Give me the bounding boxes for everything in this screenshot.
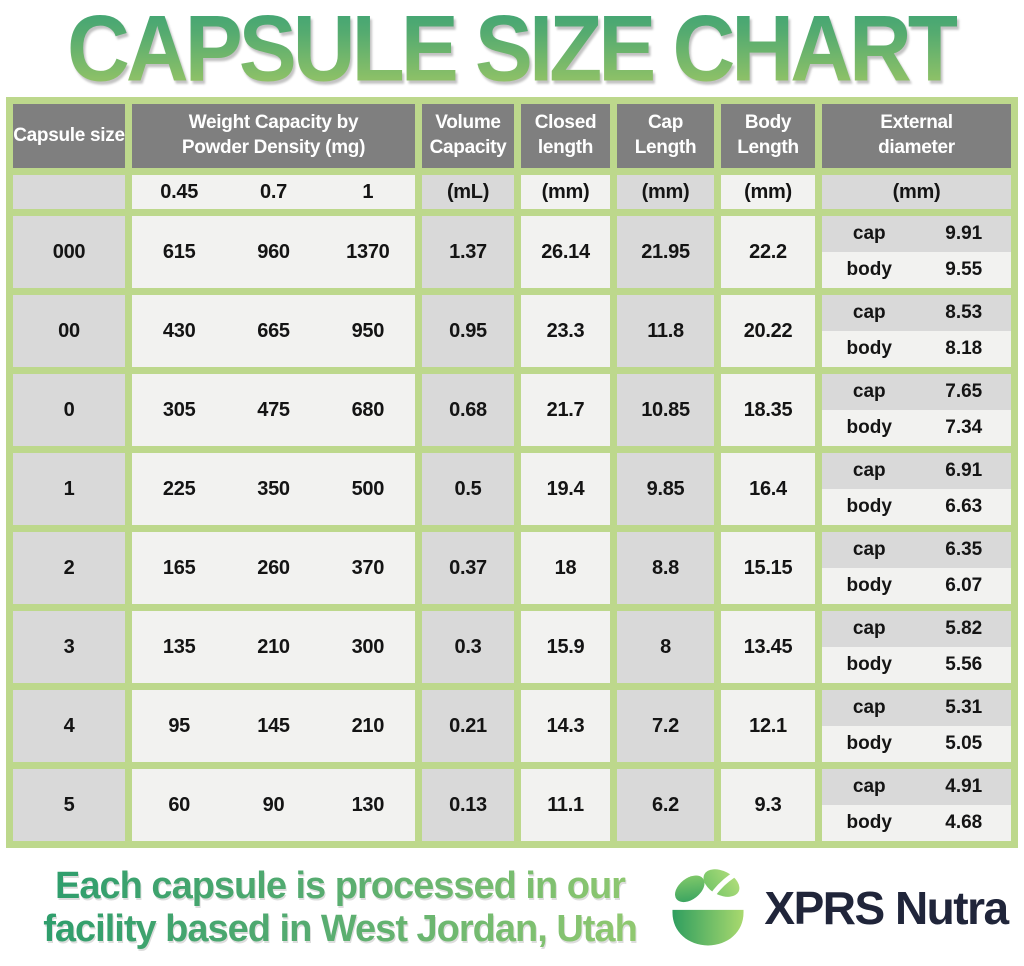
ext-cap-value: 6.35 — [945, 539, 983, 560]
row-00-body-length: 20.22 — [721, 295, 815, 367]
cell-weight-045: 305 — [162, 398, 196, 421]
external-body-row — [822, 410, 1011, 446]
row-3-weights — [132, 611, 415, 683]
ext-body-value: 9.55 — [945, 259, 983, 280]
header-weight-capacity-label: Weight Capacity by Powder Density (mg) — [181, 112, 366, 158]
row-00-size: 00 — [13, 295, 125, 367]
cell-weight-07: 210 — [257, 635, 290, 658]
external-body-row — [822, 331, 1011, 367]
ext-cap-label: cap — [852, 223, 886, 244]
external-cap-row — [822, 690, 1011, 726]
ext-body-label: body — [846, 338, 892, 359]
row-0-external-diameter — [822, 374, 1011, 446]
ext-body-label: body — [846, 733, 892, 754]
row-4-body-length: 12.1 — [721, 690, 815, 762]
row-1-weights — [132, 453, 415, 525]
cell-weight-045: 135 — [162, 635, 196, 658]
ext-body-label: body — [846, 259, 892, 280]
row-5-cap-length: 6.2 — [617, 769, 714, 841]
header-external-diameter-label: External diameter — [878, 112, 955, 158]
cell-weight-1: 500 — [351, 477, 385, 500]
page-header — [0, 0, 1024, 101]
cell-weight-1: 210 — [351, 714, 385, 737]
unit-cap-length: (mm) — [617, 175, 714, 209]
row-0-weights — [132, 374, 415, 446]
row-00-volume: 0.95 — [422, 295, 514, 367]
row-00-weights — [132, 295, 415, 367]
cell-weight-045: 430 — [162, 319, 196, 342]
row-2-volume: 0.37 — [422, 532, 514, 604]
facility-tagline — [22, 865, 658, 951]
row-000-volume: 1.37 — [422, 216, 514, 288]
row-000-external-diameter — [822, 216, 1011, 288]
header-volume-capacity-label: Volume Capacity — [429, 112, 507, 158]
external-cap-row — [822, 216, 1011, 252]
cell-weight-07: 350 — [257, 477, 290, 500]
unit-density-07: 0.7 — [260, 180, 287, 203]
row-5-weights — [132, 769, 415, 841]
header-body-length-label: Body Length — [737, 112, 799, 158]
cell-weight-1: 370 — [351, 556, 385, 579]
row-1-body-length: 16.4 — [721, 453, 815, 525]
footer — [0, 854, 1024, 962]
external-cap-row — [822, 374, 1011, 410]
unit-density-045: 0.45 — [160, 180, 199, 203]
ext-cap-value: 8.53 — [945, 302, 983, 323]
ext-body-value: 6.63 — [945, 496, 983, 517]
row-1-cap-length: 9.85 — [617, 453, 714, 525]
units-capsule-size-empty — [13, 175, 125, 209]
cell-weight-1: 1370 — [346, 240, 390, 263]
row-4-volume: 0.21 — [422, 690, 514, 762]
ext-body-label: body — [846, 575, 892, 596]
row-4-closed-length: 14.3 — [521, 690, 610, 762]
row-2-weights — [132, 532, 415, 604]
row-2-cap-length: 8.8 — [617, 532, 714, 604]
cell-weight-045: 615 — [162, 240, 196, 263]
cell-weight-07: 665 — [257, 319, 290, 342]
header-cap-length — [617, 104, 714, 168]
row-0-closed-length: 21.7 — [521, 374, 610, 446]
external-body-row — [822, 489, 1011, 525]
ext-cap-value: 9.91 — [945, 223, 983, 244]
row-0-cap-length: 10.85 — [617, 374, 714, 446]
ext-body-value: 6.07 — [945, 575, 983, 596]
tagline-line-2: facility based in West Jordan, Utah — [43, 908, 637, 950]
header-weight-capacity — [132, 104, 415, 168]
ext-cap-value: 5.31 — [945, 697, 983, 718]
row-4-cap-length: 7.2 — [617, 690, 714, 762]
brand-name: XPRS Nutra — [764, 882, 1008, 934]
ext-body-label: body — [846, 654, 892, 675]
ext-cap-label: cap — [852, 381, 886, 402]
row-00-closed-length: 23.3 — [521, 295, 610, 367]
row-00-external-diameter — [822, 295, 1011, 367]
row-2-size: 2 — [13, 532, 125, 604]
cell-weight-1: 680 — [351, 398, 385, 421]
row-5-external-diameter — [822, 769, 1011, 841]
external-body-row — [822, 726, 1011, 762]
row-5-size: 5 — [13, 769, 125, 841]
ext-cap-label: cap — [852, 776, 886, 797]
ext-cap-label: cap — [852, 697, 886, 718]
ext-cap-label: cap — [852, 618, 886, 639]
ext-body-value: 5.56 — [945, 654, 983, 675]
ext-body-label: body — [846, 417, 892, 438]
row-3-closed-length: 15.9 — [521, 611, 610, 683]
external-cap-row — [822, 532, 1011, 568]
row-5-body-length: 9.3 — [721, 769, 815, 841]
row-0-size: 0 — [13, 374, 125, 446]
row-1-closed-length: 19.4 — [521, 453, 610, 525]
page-title: CAPSULE SIZE CHART — [67, 0, 957, 102]
row-0-body-length: 18.35 — [721, 374, 815, 446]
external-body-row — [822, 647, 1011, 683]
ext-body-label: body — [846, 496, 892, 517]
row-3-volume: 0.3 — [422, 611, 514, 683]
row-3-external-diameter — [822, 611, 1011, 683]
cell-weight-1: 300 — [351, 635, 385, 658]
ext-cap-value: 7.65 — [945, 381, 983, 402]
cell-weight-07: 145 — [257, 714, 290, 737]
row-000-size: 000 — [13, 216, 125, 288]
cell-weight-07: 475 — [257, 398, 290, 421]
ext-body-value: 8.18 — [945, 338, 983, 359]
external-cap-row — [822, 453, 1011, 489]
cell-weight-045: 60 — [168, 793, 190, 816]
ext-body-value: 4.68 — [945, 812, 983, 833]
ext-cap-label: cap — [852, 539, 886, 560]
header-capsule-size-label: Capsule size — [13, 124, 125, 146]
ext-cap-label: cap — [852, 460, 886, 481]
ext-cap-label: cap — [852, 302, 886, 323]
external-cap-row — [822, 769, 1011, 805]
external-body-row — [822, 805, 1011, 841]
external-cap-row — [822, 295, 1011, 331]
row-1-external-diameter — [822, 453, 1011, 525]
header-cap-length-label: Cap Length — [634, 112, 697, 158]
header-body-length — [721, 104, 815, 168]
row-5-volume: 0.13 — [422, 769, 514, 841]
unit-closed-length: (mm) — [521, 175, 610, 209]
ext-cap-value: 5.82 — [945, 618, 983, 639]
ext-body-value: 5.05 — [945, 733, 983, 754]
row-4-external-diameter — [822, 690, 1011, 762]
cell-weight-07: 960 — [257, 240, 290, 263]
header-closed-length-label: Closed length — [534, 112, 597, 158]
unit-volume: (mL) — [422, 175, 514, 209]
row-1-size: 1 — [13, 453, 125, 525]
row-3-body-length: 13.45 — [721, 611, 815, 683]
header-volume-capacity — [422, 104, 514, 168]
ext-cap-value: 4.91 — [945, 776, 983, 797]
row-0-volume: 0.68 — [422, 374, 514, 446]
unit-density-1: 1 — [362, 180, 374, 203]
row-000-weights — [132, 216, 415, 288]
row-4-size: 4 — [13, 690, 125, 762]
cell-weight-045: 225 — [162, 477, 196, 500]
header-capsule-size — [13, 104, 125, 168]
unit-external-diameter: (mm) — [822, 175, 1011, 209]
row-00-cap-length: 11.8 — [617, 295, 714, 367]
row-000-cap-length: 21.95 — [617, 216, 714, 288]
cell-weight-07: 90 — [262, 793, 285, 816]
row-000-body-length: 22.2 — [721, 216, 815, 288]
row-3-cap-length: 8 — [617, 611, 714, 683]
row-3-size: 3 — [13, 611, 125, 683]
row-5-closed-length: 11.1 — [521, 769, 610, 841]
row-2-external-diameter — [822, 532, 1011, 604]
row-2-closed-length: 18 — [521, 532, 610, 604]
row-000-closed-length: 26.14 — [521, 216, 610, 288]
cell-weight-07: 260 — [257, 556, 290, 579]
mortar-leaf-logo-icon — [660, 860, 756, 956]
ext-body-value: 7.34 — [945, 417, 983, 438]
ext-cap-value: 6.91 — [945, 460, 983, 481]
external-body-row — [822, 568, 1011, 604]
row-1-volume: 0.5 — [422, 453, 514, 525]
row-4-weights — [132, 690, 415, 762]
header-closed-length — [521, 104, 610, 168]
cell-weight-045: 165 — [162, 556, 196, 579]
cell-weight-1: 950 — [351, 319, 385, 342]
capsule-size-table — [6, 97, 1018, 848]
tagline-line-1: Each capsule is processed in our — [55, 865, 625, 908]
cell-weight-045: 95 — [168, 714, 190, 737]
units-density-row — [132, 175, 415, 209]
header-external-diameter — [822, 104, 1011, 168]
unit-body-length: (mm) — [721, 175, 815, 209]
external-body-row — [822, 252, 1011, 288]
brand-lockup — [658, 860, 1010, 956]
cell-weight-1: 130 — [351, 793, 385, 816]
row-2-body-length: 15.15 — [721, 532, 815, 604]
external-cap-row — [822, 611, 1011, 647]
ext-body-label: body — [846, 812, 892, 833]
